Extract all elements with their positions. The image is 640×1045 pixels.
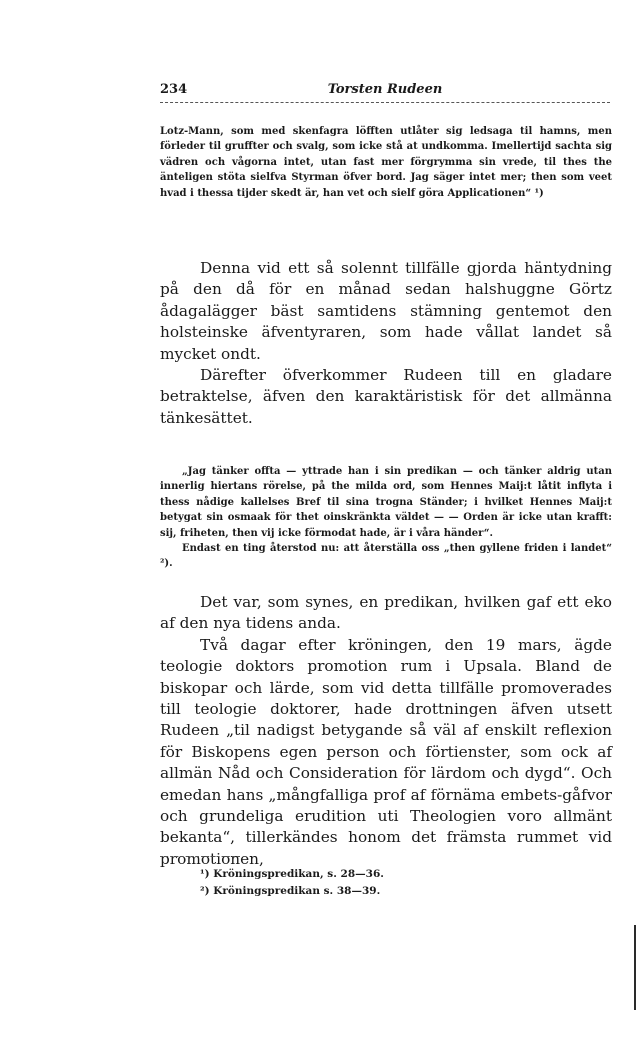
running-title: Torsten Rudeen — [327, 82, 443, 97]
footnotes — [200, 866, 600, 900]
page-number: 234 — [160, 82, 188, 97]
quote-paragraph: Endast en ting återstod nu: att återställa oss „then gyllene friden i landet“ ²). — [160, 543, 612, 570]
footnote-1: ¹) Kröningspredikan, s. 28—36. — [200, 868, 384, 880]
body-paragraph: Denna vid ett så solennt tillfälle gjorda häntydning på den då för en månad sedan halshuggne Görtz ådagalägger bäst samtidens stämning gentemot den holsteinske äfventyraren, som hade vållat landet så mycket ondt. — [160, 259, 612, 363]
footnote-rule — [160, 856, 240, 857]
page-header — [160, 82, 610, 102]
header-rule — [160, 102, 610, 103]
quote-paragraph: „Jag tänker offta — yttrade han i sin predikan — och tänker aldrig utan innerlig hiertans rörelse, på the milda ord, som Hennes Maij:t låtit inflyta i thess nådige kallelses Bref til sina trogna Ständer; i hvilket Hennes Maij:t betygat sin osmaak för thet oinskränkta väldet — — Orden är icke utan krafft: sij, friheten, then vij icke förmodat hade, är i våra händer“. — [160, 466, 612, 539]
footnote-2: ²) Kröningspredikan s. 38—39. — [200, 885, 381, 897]
body-paragraph: Därefter öfverkommer Rudeen till en gladare betraktelse, äfven den karaktäristisk för det allmänna tänkesättet. — [160, 366, 612, 427]
body-section-1 — [160, 258, 612, 429]
quote-paragraph: Lotz-Mann, som med skenfagra löfften utlåter sig ledsaga til hamns, men förleder til gruffter och svalg, som icke stå at undkomma. Imellertijd sachta sig vädren och vågorna intet, utan fast mer förgrymma sin vrede, til thes the änteligen stöta sielfva Styrman öfver bord. Jag säger intet mer; then som veet hvad i thessa tijder skedt är, han vet och sielf göra Applicationen“ ¹) — [160, 126, 612, 199]
body-paragraph: Två dagar efter kröningen, den 19 mars, ägde teologie doktors promotion rum i Upsala. Bland de biskopar och lärde, som vid detta tillfälle promoverades till teologie doktorer, hade drottningen äfven utsett Rudeen „til nadigst betygande så väl af enskilt reflexion för Biskopens egen person och förtienster, som ock af allmän Nåd och Consideration för lärdom och dygd“. Och emedan hans „mångfalliga prof af förnäma embets-gåfvor och grundeliga erudition uti Theologien voro allmänt bekanta“, tillerkändes honom det främsta rummet vid promotionen, — [160, 635, 612, 868]
body-section-2 — [160, 592, 612, 870]
quote-block-1 — [160, 124, 612, 201]
quote-block-2 — [160, 464, 612, 572]
scan-edge-mark — [634, 925, 636, 1010]
body-paragraph: Det var, som synes, en predikan, hvilken gaf ett eko af den nya tidens anda. — [160, 593, 612, 633]
